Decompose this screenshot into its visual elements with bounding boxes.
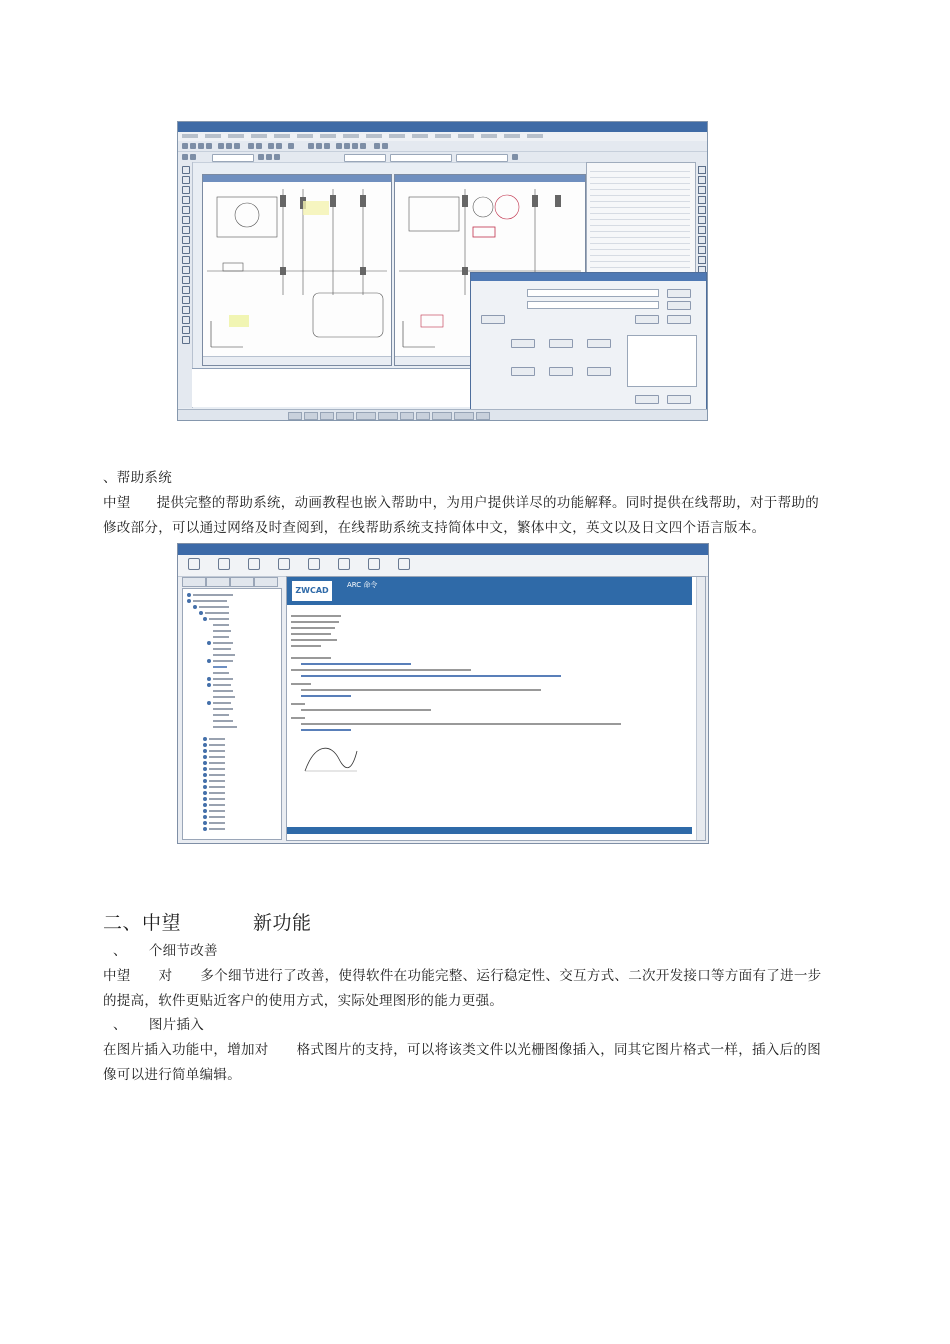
sub2-heading: 、 图片插入	[113, 1017, 205, 1033]
sub1-heading: 、 个细节改善	[113, 943, 218, 959]
sub2-paragraph	[103, 1038, 851, 1088]
help-paragraph-line-1: 中望 提供完整的帮助系统，动画教程也嵌入帮助中，为用户提供详尽的功能解释。同时提供在线帮助，对于帮助的	[103, 495, 820, 511]
sub1-paragraph-line-2: 的提高，软件更贴近客户的使用方式，实际处理图形的能力更强。	[103, 993, 504, 1009]
cad-drawing-view-left	[202, 174, 392, 366]
help-contents-tree	[182, 588, 282, 840]
help-title-bar	[178, 544, 708, 555]
cad-title-bar	[178, 122, 707, 132]
cad-status-bar	[178, 409, 707, 421]
help-nav-tabs	[182, 577, 282, 586]
help-topic-page	[286, 576, 706, 841]
cad-drawing-left	[203, 175, 391, 365]
arc-example-icon	[301, 737, 361, 777]
sub2-paragraph-line-2: 像可以进行简单编辑。	[103, 1067, 241, 1083]
cad-toolbar-1	[178, 141, 707, 152]
cad-compare-dialog	[470, 272, 707, 411]
zwcad-logo: ZWCAD	[292, 581, 332, 601]
help-screenshot	[177, 543, 709, 844]
help-paragraph	[103, 491, 851, 541]
cad-draw-toolbar	[178, 162, 193, 408]
help-toolbar	[178, 555, 708, 577]
section2-heading: 二、中望 新功能	[103, 912, 312, 934]
help-topic-footer	[287, 827, 692, 834]
help-scrollbar	[696, 577, 705, 840]
help-topic-banner	[287, 577, 692, 605]
sub1-paragraph	[103, 964, 851, 1014]
cad-menu-bar	[178, 132, 707, 141]
help-heading: 、帮助系统	[103, 470, 172, 486]
cad-screenshot	[177, 121, 708, 421]
sub1-paragraph-line-1: 中望 对 多个细节进行了改善，使得软件在功能完整、运行稳定性、交互方式、二次开发接口等方面有了进一步	[103, 968, 822, 984]
help-topic-title: ARC 命令	[347, 581, 378, 589]
sub2-paragraph-line-1: 在图片插入功能中，增加对 格式图片的支持，可以将该类文件以光栅图像插入，同其它图片格式一样，插入后的图	[103, 1042, 822, 1058]
help-paragraph-line-2: 修改部分，可以通过网络及时查阅到，在线帮助系统支持简体中文，繁体中文，英文以及日文四个语言版本。	[103, 520, 766, 536]
